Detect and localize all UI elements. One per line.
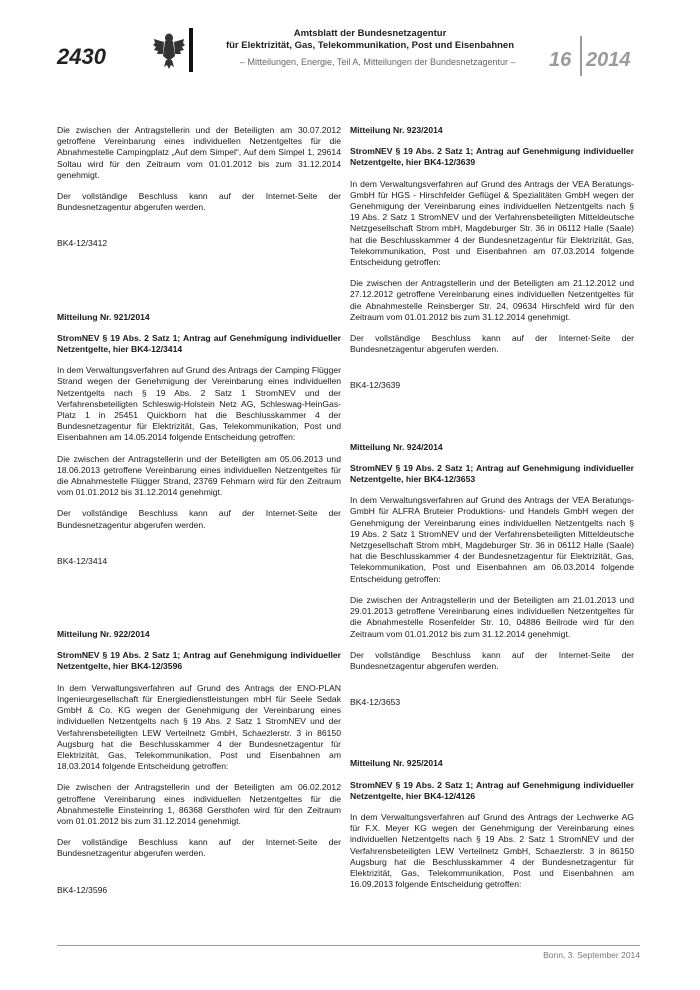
footer-date: Bonn, 3. September 2014 [543,950,640,960]
notice-title: Mitteilung Nr. 924/2014 [350,441,443,452]
footer-divider [57,945,640,946]
paragraph: Die zwischen der Antragstellerin und der Beteiligten am 21.12.2012 und 27.12.2012 getroffene Vereinbarung eines individuellen Netzentgeltes für die Abnahmestelle Reinsberger Str. 24, 09634 Hirschfeld wird für den Zeitraum vom 01.01.2012 bis zum 31.12.2014 genehmigt. [350,278,634,322]
page-number: 2430 [57,44,106,69]
reference-number: BK4-12/3653 [350,697,401,708]
paragraph: In dem Verwaltungsverfahren auf Grund des Antrags der Lechwerke AG für F.X. Meyer KG wegen der Genehmigung der Vereinbarung eines individuellen Netzentgelts nach § 19 Abs. 2 Satz 1 StromNEV und der Verfahrensbeteiligten LEW Verteilnetz GmbH, Schaezlerstr. 3 in 86150 Augsburg hat die Beschlusskammer 4 der Bundesnetzagentur für Elektrizität, Gas, Telekommunikation, Post und Eisenbahnen am 16.09.2013 folgende Entscheidung getroffen: [350,811,634,890]
reference-number: BK4-12/3596 [57,884,108,895]
notice-title: Mitteilung Nr. 922/2014 [57,629,150,640]
journal-subtitle: – Mitteilungen, Energie, Teil A, Mitteilungen der Bundesnetzagentur – [240,57,516,67]
notice-subject: StromNEV § 19 Abs. 2 Satz 1; Antrag auf Genehmigung individueller Netzentgelte, hier BK4-12/3414 [57,332,341,355]
journal-title-line1: Amtsblatt der Bundesnetzagentur [293,28,447,39]
journal-title [170,28,570,52]
paragraph: Der vollständige Beschluss kann auf der Internet-Seite der Bundesnetzagentur abgerufen werden. [350,333,634,355]
paragraph: Der vollständige Beschluss kann auf der Internet-Seite der Bundesnetzagentur abgerufen werden. [350,649,634,671]
issue-year: 2014 [586,49,631,71]
notice-subject: StromNEV § 19 Abs. 2 Satz 1; Antrag auf Genehmigung individueller Netzentgelte, hier BK4-12/4126 [350,779,634,801]
paragraph: Der vollständige Beschluss kann auf der Internet-Seite der Bundesnetzagentur abgerufen werden. [57,837,341,859]
reference-number: BK4-12/3412 [57,238,108,249]
paragraph: Die zwischen der Antragstellerin und der Beteiligten am 06.02.2012 getroffene Vereinbarung eines individuellen Netzentgeltes für die Abnahmestelle Einsteinring 1, 86368 Gersthofen wird für den Zeitraum vom 01.01.2012 bis zum 31.12.2014 genehmigt. [57,782,341,826]
page-header [0,0,700,90]
paragraph: In dem Verwaltungsverfahren auf Grund des Antrags der ENO-PLAN Ingenieurgesellschaft für Energiedienstleistungen mbH für Seele Sedak GmbH & Co. KG wegen der Genehmigung der Vereinbarung eines individuellen Netzentgelts nach § 19 Abs. 2 Satz 1 StromNEV und der Verfahrensbeteiligten LEW Verteilnetz GmbH, Schaezlerstr. 3 in 86150 Augsburg hat die Beschlusskammer 4 der Bundesnetzagentur für Elektrizität, Gas, Telekommunikation, Post und Eisenbahnen am 18.03.2014 folgende Entscheidung getroffen: [57,682,341,772]
reference-number: BK4-12/3414 [57,555,108,566]
notice-subject: StromNEV § 19 Abs. 2 Satz 1; Antrag auf Genehmigung individueller Netzentgelte, hier BK4-12/3596 [57,650,341,672]
reference-number: BK4-12/3639 [350,380,401,391]
notice-title: Mitteilung Nr. 923/2014 [350,125,443,135]
issue-divider [580,36,582,76]
paragraph: Der vollständige Beschluss kann auf der Internet-Seite der Bundesnetzagentur abgerufen werden. [57,191,341,213]
notice-title: Mitteilung Nr. 921/2014 [57,311,150,322]
left-column [57,125,341,896]
paragraph: In dem Verwaltungsverfahren auf Grund des Antrags der VEA Beratungs-GmbH für HGS - Hirschfelder Geflügel & Spezialitäten GmbH wegen der Genehmigung der Vereinbarung eines individuellen Netzentgelts nach § 19 Abs. 2 Satz 1 StromNEV und der Verfahrensbeteiligten Mitteldeutsche Netzgesellschaft Strom mbH, Magdeburger Str. 36 in 06112 Halle (Saale) hat die Beschlusskammer 4 der Bundesnetzagentur für Elektrizität, Gas, Telekommunikation, Post und Eisenbahnen am 07.03.2014 folgende Entscheidung getroffen: [350,178,634,268]
notice-subject: StromNEV § 19 Abs. 2 Satz 1; Antrag auf Genehmigung individueller Netzentgelte, hier BK4-12/3639 [350,146,634,168]
paragraph: Der vollständige Beschluss kann auf der Internet-Seite der Bundesnetzagentur abgerufen werden. [57,508,341,530]
paragraph: In dem Verwaltungsverfahren auf Grund des Antrags der Camping Flügger Strand wegen der Genehmigung der Vereinbarung eines individuellen Netzentgelts nach § 19 Abs. 2 Satz 1 StromNEV und der Verfahrensbeteiligten Schleswig-Holstein Netz AG, Schleswag-HeinGas-Platz 1 in 25451 Quickborn hat die Beschlusskammer 4 der Bundesnetzagentur für Elektrizität, Gas, Telekommunikation, Post und Eisenbahnen am 14.05.2014 folgende Entscheidung getroffen: [57,365,341,443]
notice-subject: StromNEV § 19 Abs. 2 Satz 1; Antrag auf Genehmigung individueller Netzentgelte, hier BK4-12/3653 [350,462,634,485]
paragraph: Die zwischen der Antragstellerin und der Beteiligten am 30.07.2012 getroffene Vereinbarung eines individuellen Netzentgeltes für die Abnahmestelle Campingplatz „Auf dem Simpel“, Auf dem Simpel 1, 29614 Soltau wird für den Zeitraum vom 01.01.2012 bis zum 31.12.2014 genehmigt. [57,125,341,180]
notice-title: Mitteilung Nr. 925/2014 [350,758,443,769]
issue-number: 16 [549,49,572,71]
paragraph: In dem Verwaltungsverfahren auf Grund des Antrags der VEA Beratungs-GmbH für ALFRA Bruteier Produktions- und Handels GmbH wegen der Genehmigung der Vereinbarung eines individuellen Netzentgelts nach § 19 Abs. 2 Satz 1 StromNEV und der Verfahrensbeteiligten Mitteldeutsche Netzgesellschaft Strom mbH, Magdeburger Str. 36 in 06112 Halle (Saale) hat die Beschlusskammer 4 der Bundesnetzagentur für Elektrizität, Gas, Telekommunikation, Post und Eisenbahnen am 06.03.2014 folgende Entscheidung getroffen: [350,495,634,584]
paragraph: Die zwischen der Antragstellerin und der Beteiligten am 05.06.2013 und 18.06.2013 getroffene Vereinbarung eines individuellen Netzentgeltes für die Abnahmestelle Flügger Strand, 23769 Fehmarn wird für den Zeitraum vom 01.01.2012 bis 31.12.2014 genehmigt. [57,453,341,498]
journal-title-line2: für Elektrizität, Gas, Telekommunikation, Post und Eisenbahnen [225,40,515,51]
paragraph: Die zwischen der Antragstellerin und der Beteiligten am 21.01.2013 und 29.01.2013 getroffene Vereinbarung eines individuellen Netzentgeltes für die Abnahmestelle Rosenfelder Str. 10, 04886 Beilrode wird für den Zeitraum vom 01.01.2012 bis zum 31.12.2014 genehmigt. [350,594,634,639]
right-column [350,125,634,900]
